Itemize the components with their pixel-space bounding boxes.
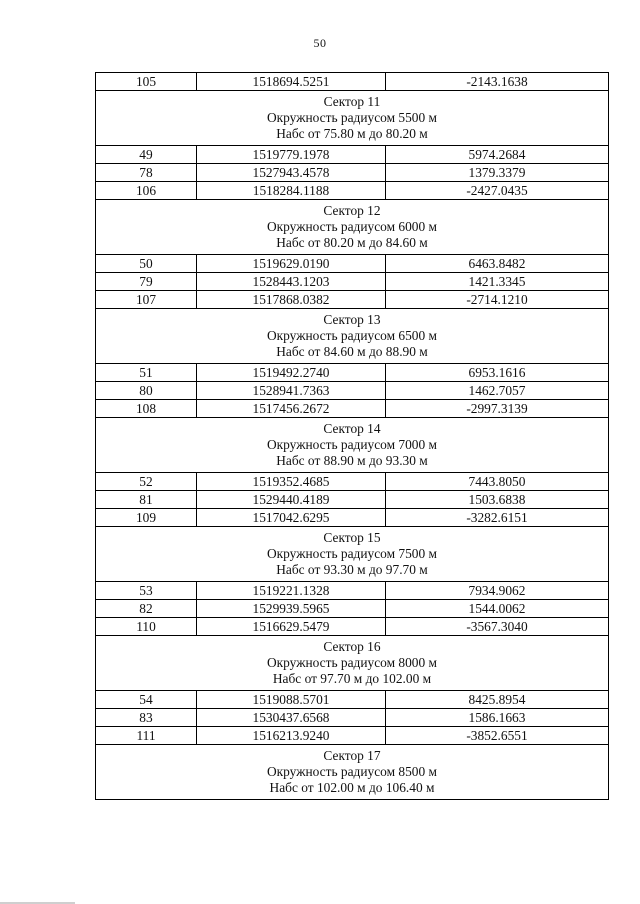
- sector-title: Сектор 16: [323, 639, 381, 654]
- y-coordinate-cell: -3282.6151: [386, 509, 609, 527]
- x-coordinate-cell: 1519352.4685: [197, 473, 386, 491]
- coordinates-table-body: [96, 73, 609, 800]
- table-row: [96, 509, 609, 527]
- point-number-cell: 108: [96, 400, 197, 418]
- table-row: [96, 491, 609, 509]
- y-coordinate-cell: 6463.8482: [386, 255, 609, 273]
- y-coordinate-cell: -2714.1210: [386, 291, 609, 309]
- sector-header: [96, 309, 609, 364]
- table-row: [96, 364, 609, 382]
- y-coordinate-cell: 6953.1616: [386, 364, 609, 382]
- x-coordinate-cell: 1516629.5479: [197, 618, 386, 636]
- table-row: [96, 146, 609, 164]
- x-coordinate-cell: 1519221.1328: [197, 582, 386, 600]
- point-number-cell: 52: [96, 473, 197, 491]
- x-coordinate-cell: 1517868.0382: [197, 291, 386, 309]
- point-number-cell: 107: [96, 291, 197, 309]
- height-range: Набс от 75.80 м до 80.20 м: [276, 126, 428, 141]
- x-coordinate-cell: 1517042.6295: [197, 509, 386, 527]
- sector-header-row: [96, 636, 609, 691]
- table-row: [96, 273, 609, 291]
- y-coordinate-cell: 5974.2684: [386, 146, 609, 164]
- table-row: [96, 182, 609, 200]
- table-row: [96, 473, 609, 491]
- x-coordinate-cell: 1528941.7363: [197, 382, 386, 400]
- table-row: [96, 400, 609, 418]
- y-coordinate-cell: 1544.0062: [386, 600, 609, 618]
- circle-radius: Окружность радиусом 7000 м: [266, 437, 438, 452]
- table-row: [96, 727, 609, 745]
- y-coordinate-cell: 1379.3379: [386, 164, 609, 182]
- sector-header: [96, 745, 609, 800]
- point-number-cell: 83: [96, 709, 197, 727]
- circle-radius: Окружность радиусом 6500 м: [266, 328, 438, 343]
- x-coordinate-cell: 1527943.4578: [197, 164, 386, 182]
- point-number-cell: 51: [96, 364, 197, 382]
- point-number-cell: 106: [96, 182, 197, 200]
- table-row: [96, 582, 609, 600]
- y-coordinate-cell: -3852.6551: [386, 727, 609, 745]
- sector-header-row: [96, 418, 609, 473]
- point-number-cell: 82: [96, 600, 197, 618]
- height-range: Набс от 102.00 м до 106.40 м: [269, 780, 435, 795]
- x-coordinate-cell: 1528443.1203: [197, 273, 386, 291]
- table-row: [96, 382, 609, 400]
- page-number: 50: [313, 36, 327, 50]
- sector-header-row: [96, 745, 609, 800]
- circle-radius: Окружность радиусом 6000 м: [266, 219, 438, 234]
- sector-title: Сектор 17: [323, 748, 381, 763]
- height-range: Набс от 80.20 м до 84.60 м: [276, 235, 428, 250]
- x-coordinate-cell: 1518694.5251: [197, 73, 386, 91]
- x-coordinate-cell: 1530437.6568: [197, 709, 386, 727]
- sector-title: Сектор 15: [323, 530, 381, 545]
- sector-header-row: [96, 91, 609, 146]
- point-number-cell: 111: [96, 727, 197, 745]
- y-coordinate-cell: 1503.6838: [386, 491, 609, 509]
- point-number-cell: 49: [96, 146, 197, 164]
- y-coordinate-cell: 1421.3345: [386, 273, 609, 291]
- table-row: [96, 618, 609, 636]
- table-row: [96, 709, 609, 727]
- circle-radius: Окружность радиусом 8500 м: [266, 764, 438, 779]
- y-coordinate-cell: 8425.8954: [386, 691, 609, 709]
- point-number-cell: 53: [96, 582, 197, 600]
- coordinates-table: [95, 72, 609, 800]
- y-coordinate-cell: 7934.9062: [386, 582, 609, 600]
- sector-header: [96, 418, 609, 473]
- height-range: Набс от 93.30 м до 97.70 м: [276, 562, 428, 577]
- circle-radius: Окружность радиусом 5500 м: [266, 110, 438, 125]
- x-coordinate-cell: 1518284.1188: [197, 182, 386, 200]
- y-coordinate-cell: 7443.8050: [386, 473, 609, 491]
- x-coordinate-cell: 1517456.2672: [197, 400, 386, 418]
- sector-header-row: [96, 200, 609, 255]
- table-row: [96, 291, 609, 309]
- sector-header-row: [96, 309, 609, 364]
- point-number-cell: 78: [96, 164, 197, 182]
- point-number-cell: 50: [96, 255, 197, 273]
- sector-title: Сектор 11: [323, 94, 381, 109]
- sector-title: Сектор 13: [323, 312, 381, 327]
- point-number-cell: 54: [96, 691, 197, 709]
- height-range: Набс от 97.70 м до 102.00 м: [272, 671, 432, 686]
- y-coordinate-cell: -2997.3139: [386, 400, 609, 418]
- sector-title: Сектор 14: [323, 421, 381, 436]
- x-coordinate-cell: 1519088.5701: [197, 691, 386, 709]
- x-coordinate-cell: 1519779.1978: [197, 146, 386, 164]
- sector-header: [96, 200, 609, 255]
- sector-header: [96, 91, 609, 146]
- point-number-cell: 105: [96, 73, 197, 91]
- sector-header-row: [96, 527, 609, 582]
- y-coordinate-cell: -3567.3040: [386, 618, 609, 636]
- point-number-cell: 81: [96, 491, 197, 509]
- x-coordinate-cell: 1529440.4189: [197, 491, 386, 509]
- table-row: [96, 600, 609, 618]
- x-coordinate-cell: 1516213.9240: [197, 727, 386, 745]
- x-coordinate-cell: 1519629.0190: [197, 255, 386, 273]
- table-row: [96, 255, 609, 273]
- sector-header: [96, 527, 609, 582]
- circle-radius: Окружность радиусом 7500 м: [266, 546, 438, 561]
- height-range: Набс от 84.60 м до 88.90 м: [276, 344, 428, 359]
- table-row: [96, 691, 609, 709]
- y-coordinate-cell: 1462.7057: [386, 382, 609, 400]
- y-coordinate-cell: 1586.1663: [386, 709, 609, 727]
- x-coordinate-cell: 1519492.2740: [197, 364, 386, 382]
- table-row: [96, 164, 609, 182]
- point-number-cell: 80: [96, 382, 197, 400]
- sector-header: [96, 636, 609, 691]
- y-coordinate-cell: -2143.1638: [386, 73, 609, 91]
- circle-radius: Окружность радиусом 8000 м: [266, 655, 438, 670]
- point-number-cell: 109: [96, 509, 197, 527]
- height-range: Набс от 88.90 м до 93.30 м: [276, 453, 428, 468]
- x-coordinate-cell: 1529939.5965: [197, 600, 386, 618]
- y-coordinate-cell: -2427.0435: [386, 182, 609, 200]
- table-row: [96, 73, 609, 91]
- point-number-cell: 79: [96, 273, 197, 291]
- sector-title: Сектор 12: [323, 203, 381, 218]
- point-number-cell: 110: [96, 618, 197, 636]
